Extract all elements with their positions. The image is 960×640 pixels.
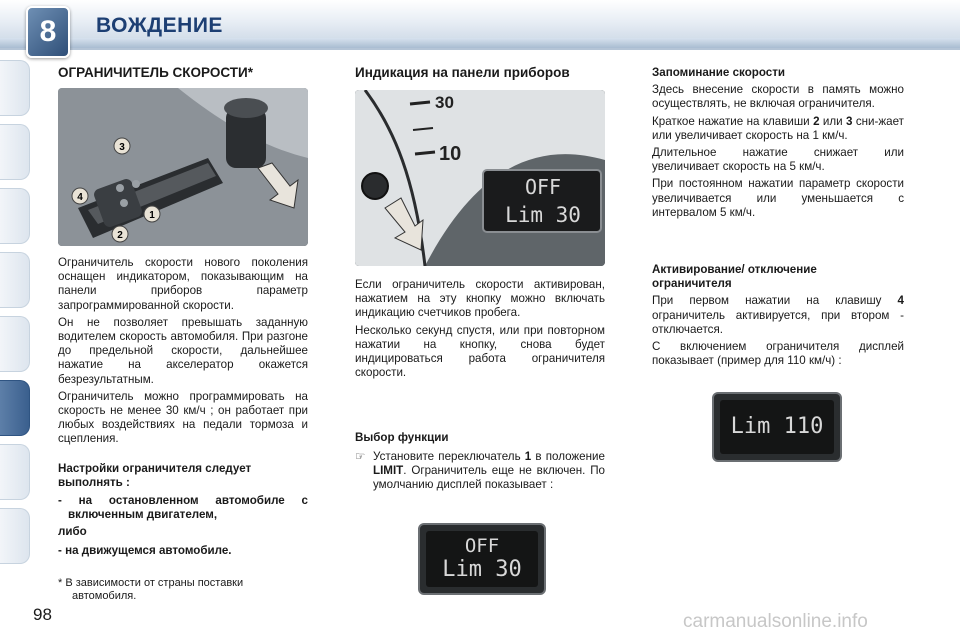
page-number: 98	[33, 605, 52, 624]
chapter-tab-active[interactable]	[0, 380, 30, 436]
function-switch-number: 1	[524, 449, 532, 463]
chapter-tab[interactable]	[0, 444, 30, 500]
lever-label-2: 2	[117, 230, 123, 241]
paragraph: Он не позволяет превышать заданную водителем скорость автомобиля. При разгоне до предельной скорости, дальнейшее нажатие на акселератор окажется безрезультатным.	[58, 315, 308, 386]
chapter-badge	[26, 6, 70, 58]
key-3: 3	[846, 114, 853, 128]
function-text	[355, 450, 605, 493]
paragraph: Несколько секунд спустя, или при повторном нажатии на кнопку, снова будет индицироваться работа ограничителя скорости.	[355, 323, 605, 380]
chapter-tab-rail	[0, 60, 32, 580]
chapter-number: 8	[39, 15, 57, 48]
text-run: сни-жает или увеличивает скорость на 1 км/ч.	[652, 114, 904, 142]
function-text-mid: в положение	[535, 449, 605, 463]
right-column-activation	[652, 263, 904, 371]
chapter-tab[interactable]	[0, 508, 30, 564]
paragraph	[652, 115, 904, 143]
memory-title: Запоминание скорости	[652, 66, 786, 79]
chapter-tab[interactable]	[0, 188, 30, 244]
left-text	[58, 256, 308, 561]
active-display-screen	[720, 400, 834, 454]
lever-label-4: 4	[77, 192, 83, 203]
watermark: carmanualsonline.info	[683, 611, 868, 632]
chapter-tab[interactable]	[0, 252, 30, 308]
instrument-cluster	[355, 90, 605, 266]
hand-icon: ☞	[355, 449, 366, 463]
chapter-tab[interactable]	[0, 316, 30, 372]
active-display-line1: Lim 110	[730, 414, 824, 439]
settings-item-2: - на движущемся автомобиле.	[58, 543, 232, 557]
text-run: или	[822, 114, 843, 128]
key-4: 4	[897, 294, 904, 308]
paragraph: Длительное нажатие снижает или увеличивает скорость на 5 км/ч.	[652, 146, 904, 174]
right-column	[652, 66, 904, 223]
active-display	[712, 392, 842, 462]
lever-photo	[58, 88, 308, 246]
activation-title: Активирование/ отключение ограничителя	[652, 263, 817, 291]
lever-label-1: 1	[149, 210, 155, 221]
cluster-display-line2: Lim 30	[505, 203, 581, 227]
function-text-post: . Ограничитель еще не включен. По умолчанию дисплей показывает :	[373, 463, 605, 492]
chapter-tab[interactable]	[0, 124, 30, 180]
function-display-screen	[426, 531, 538, 587]
paragraph: С включением ограничителя дисплей показывает (пример для 110 км/ч) :	[652, 340, 904, 368]
section-title: ОГРАНИЧИТЕЛЬ СКОРОСТИ*	[58, 65, 253, 80]
lever-illustration	[58, 88, 308, 246]
text-run: Краткое нажатие на клавиши	[652, 114, 810, 128]
function-display-line2: Lim 30	[442, 557, 522, 582]
text-run: ограничитель активируется, при втором - отключается.	[652, 308, 904, 336]
section-title: Индикация на панели приборов	[355, 65, 570, 80]
paragraph: Здесь внесение скорости в память можно осуществлять, не включая ограничителя.	[652, 83, 904, 111]
key-2: 2	[813, 114, 820, 128]
middle-text	[355, 278, 605, 495]
dial-label-30: 30	[435, 93, 454, 112]
cluster-photo	[355, 90, 605, 266]
paragraph: Ограничитель можно программировать на скорость не менее 30 км/ч ; он работает при любых воздействиях на педали тормоза и сцепления.	[58, 389, 308, 446]
paragraph	[652, 294, 904, 337]
function-title: Выбор функции	[355, 431, 449, 445]
settings-or: либо	[58, 525, 87, 539]
settings-item-1: - на остановленном автомобиле с включенным двигателем,	[58, 494, 308, 522]
dial-label-10: 10	[439, 143, 462, 165]
cluster-display-line1: OFF	[524, 175, 562, 199]
left-column	[58, 66, 308, 88]
header-stripe	[0, 38, 960, 48]
lever-label-3: 3	[119, 142, 125, 153]
text-run: При первом нажатии на клавишу	[652, 294, 882, 308]
function-text-pre: Установите переключатель	[373, 449, 521, 463]
function-limit: LIMIT	[373, 463, 404, 477]
middle-column	[355, 66, 605, 88]
paragraph: При постоянном нажатии параметр скорости увеличивается или уменьшается с интервалом 5 км/ч.	[652, 177, 904, 219]
paragraph: Если ограничитель скорости активирован, нажатием на эту кнопку можно включать индикацию счетчиков пробега.	[355, 278, 605, 320]
chapter-tab[interactable]	[0, 60, 30, 116]
paragraph: Ограничитель скорости нового поколения оснащен индикатором, показывающим на панели приборов параметр запрограммированной скорости.	[58, 256, 308, 312]
settings-title: Настройки ограничителя следует выполнять :	[58, 461, 252, 489]
chapter-title: ВОЖДЕНИЕ	[96, 14, 223, 37]
function-display-line1: OFF	[464, 535, 500, 557]
footnote: * В зависимости от страны поставки автомобиля.	[58, 577, 244, 602]
function-display	[418, 523, 546, 595]
